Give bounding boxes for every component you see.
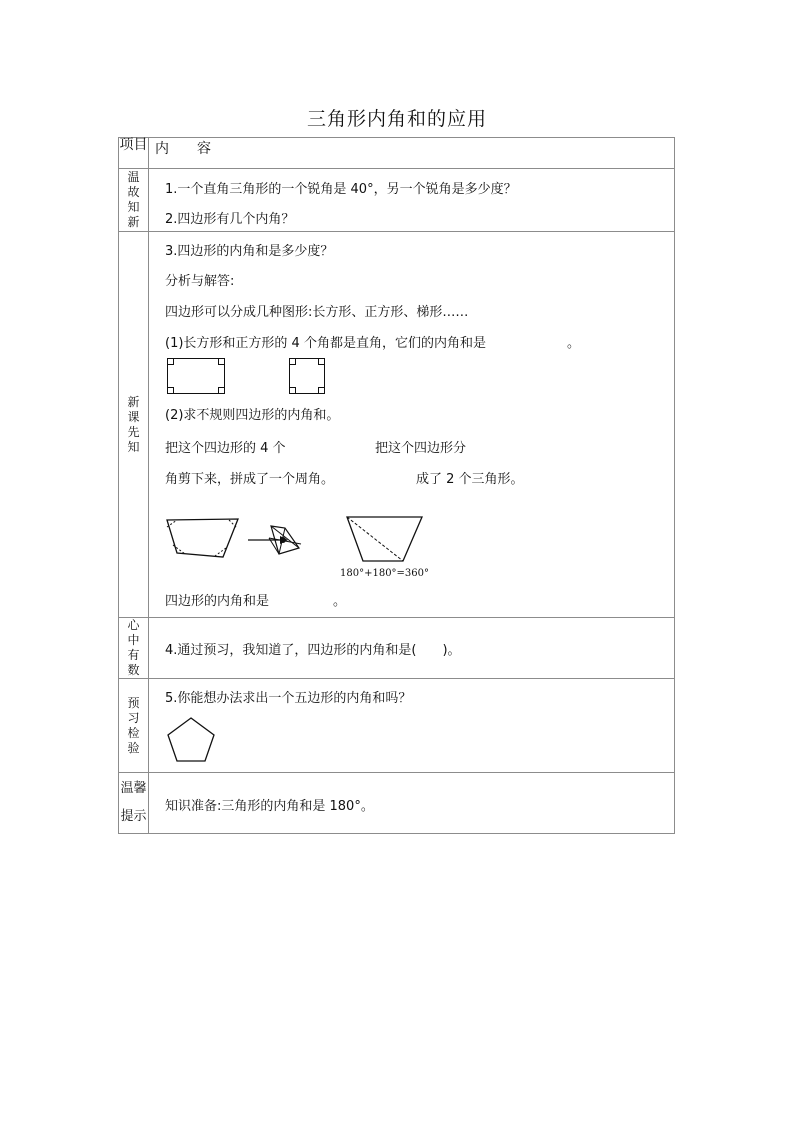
header-row — [119, 138, 675, 169]
label-new-lesson: 新课先知 — [127, 394, 140, 454]
row-review — [119, 169, 675, 232]
rearranged-angles-figure — [265, 524, 315, 564]
page-title: 三角形内角和的应用 — [306, 108, 487, 130]
angle-sum-equation: 180°+180°=360° — [340, 568, 430, 579]
part1-end: 。 — [567, 336, 581, 351]
divided-quadrilateral-figure — [345, 515, 425, 565]
rectangle-figure — [167, 358, 225, 394]
label-mind: 心中有数 — [127, 618, 140, 677]
method-a-line2: 角剪下来，拼成了一个周角。 — [165, 472, 335, 487]
worksheet-table — [118, 137, 675, 834]
header-content: 内 容 — [149, 138, 675, 169]
question-4: 4.通过预习，我知道了，四边形的内角和是( )。 — [165, 643, 461, 658]
method-b-line1: 把这个四边形分 — [375, 441, 467, 456]
question-5: 5.你能想办法求出一个五边形的内角和吗？ — [165, 691, 412, 706]
analysis-heading: 分析与解答: — [165, 274, 235, 289]
part2-text: (2)求不规则四边形的内角和。 — [165, 408, 340, 423]
part1-text: (1)长方形和正方形的 4 个角都是直角，它们的内角和是 — [165, 336, 486, 351]
label-tips-line1: 温馨 — [120, 781, 147, 796]
label-tips-line2: 提示 — [120, 809, 147, 824]
question-2: 2.四边形有几个内角？ — [165, 212, 295, 227]
row-mind — [119, 618, 675, 679]
question-3: 3.四边形的内角和是多少度？ — [165, 244, 334, 259]
method-b-line2: 成了 2 个三角形。 — [416, 472, 524, 487]
row-tips — [119, 773, 675, 834]
method-a-line1: 把这个四边形的 4 个 — [165, 441, 286, 456]
conclusion-text: 四边形的内角和是 — [165, 594, 270, 609]
row-check — [119, 679, 675, 773]
intro-text: 四边形可以分成几种图形:长方形、正方形、梯形…… — [165, 305, 469, 320]
question-1: 1.一个直角三角形的一个锐角是 40°，另一个锐角是多少度？ — [165, 182, 517, 197]
conclusion-end: 。 — [333, 594, 347, 609]
tips-text: 知识准备:三角形的内角和是 180°。 — [165, 799, 374, 814]
header-item: 项目 — [119, 138, 149, 169]
pentagon-figure — [165, 715, 217, 765]
square-figure — [289, 358, 325, 394]
label-check: 预习检验 — [127, 695, 140, 755]
label-review: 温故知新 — [127, 170, 140, 229]
row-new-lesson — [119, 232, 675, 618]
